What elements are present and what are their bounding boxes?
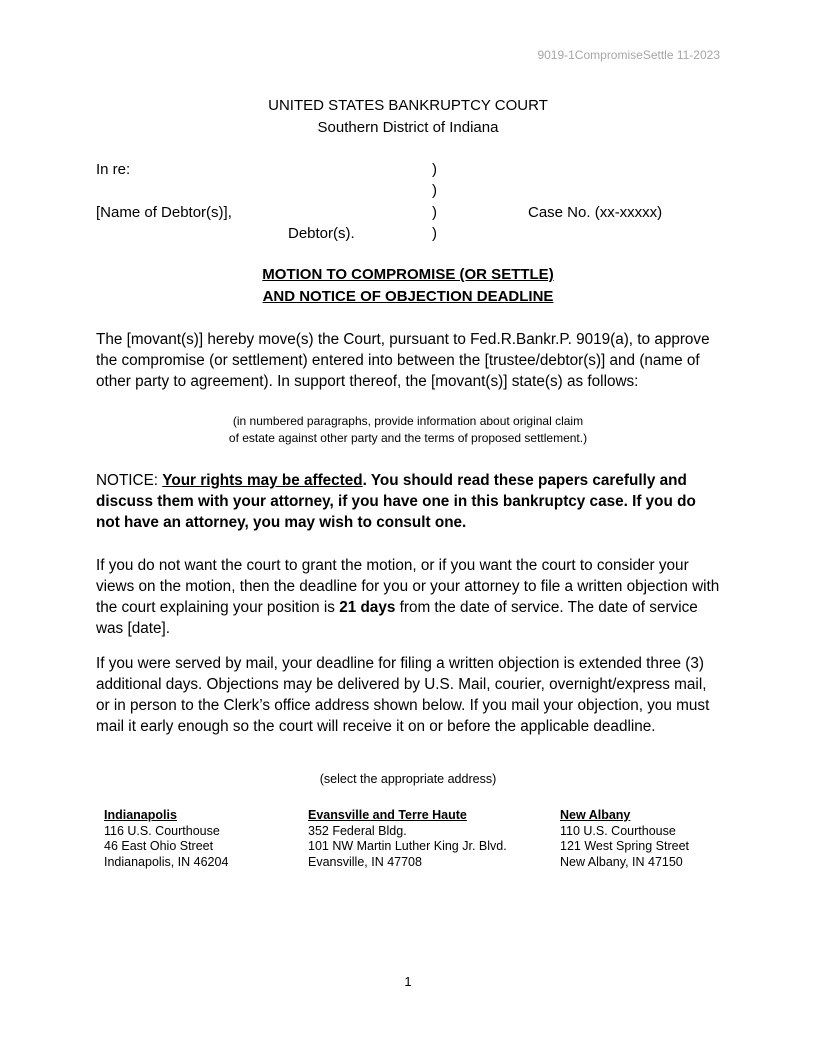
caption-paren: ) [432,225,437,242]
motion-title-line2: AND NOTICE OF OBJECTION DEADLINE [262,288,554,305]
page-number: 1 [404,974,412,989]
address-block-evansville [308,808,507,870]
address-line: 116 U.S. Courthouse [104,823,220,838]
address-line: 352 Federal Bldg. [308,823,407,838]
intro-paragraph: The [movant(s)] hereby move(s) the Court, pursuant to Fed.R.Bankr.P. 9019(a), to approve the compromise (or settlement) entered into between the [trustee/debtor(s)] and (name of other party to agreement). In support thereof, the [movant(s)] state(s) as follows: [96,331,710,390]
address-city: Evansville and Terre Haute [308,808,467,822]
caption-debtor-name: [Name of Debtor(s)], [96,204,232,221]
instruction-line1: (in numbered paragraphs, provide information about original claim [232,414,584,428]
caption-paren: ) [432,204,437,221]
address-block-new-albany [560,808,689,870]
form-id: 9019-1CompromiseSettle 11-2023 [537,48,720,62]
address-line: New Albany, IN 47150 [560,854,683,869]
case-number: Case No. (xx-xxxxx) [528,204,663,221]
caption-paren: ) [432,161,437,178]
address-line: Indianapolis, IN 46204 [104,854,229,869]
mail-paragraph: If you were served by mail, your deadline for filing a written objection is extended three (3) additional days. Objections may be delivered by U.S. Mail, courier, overnight/express mail, or in person to the Clerk’s office address shown below. If you mail your objection, you must mail it early enough so the court will receive it on or before the applicable deadline. [96,655,710,735]
notice-prefix: NOTICE: [96,472,163,489]
notice-rest: . You should read these papers carefully and discuss them with your attorney, if you have one in this bankruptcy case. If you do not have an attorney, you may wish to consult one. [96,472,696,531]
deadline-text-before: If you do not want the court to grant the motion, or if you want the court to consider your views on the motion, then the deadline for you or your attorney to file a written objection with the court explaining your position is [96,557,720,616]
deadline-paragraph [96,555,720,639]
notice-paragraph [96,470,720,533]
address-city: New Albany [560,808,631,822]
select-address-note: (select the appropriate address) [319,772,497,786]
notice-affected: Your rights may be affected [162,472,363,489]
court-district: Southern District of Indiana [317,119,499,136]
court-name: UNITED STATES BANKRUPTCY COURT [268,97,548,114]
deadline-days: 21 days [339,599,396,616]
address-line: 101 NW Martin Luther King Jr. Blvd. [308,839,507,853]
address-line: 110 U.S. Courthouse [560,823,676,838]
address-block-indianapolis [104,808,228,870]
caption-debtor-label: Debtor(s). [288,225,355,242]
instruction-line2: of estate against other party and the terms of proposed settlement.) [228,431,588,445]
caption-paren: ) [432,182,437,199]
address-line: Evansville, IN 47708 [308,854,422,869]
motion-title-line1: MOTION TO COMPROMISE (OR SETTLE) [262,266,554,283]
deadline-text-after: from the date of service. The date of service was [date]. [96,599,698,637]
caption-in-re: In re: [96,161,131,178]
address-line: 46 East Ohio Street [104,839,214,853]
address-line: 121 West Spring Street [560,839,690,853]
address-city: Indianapolis [104,808,177,822]
